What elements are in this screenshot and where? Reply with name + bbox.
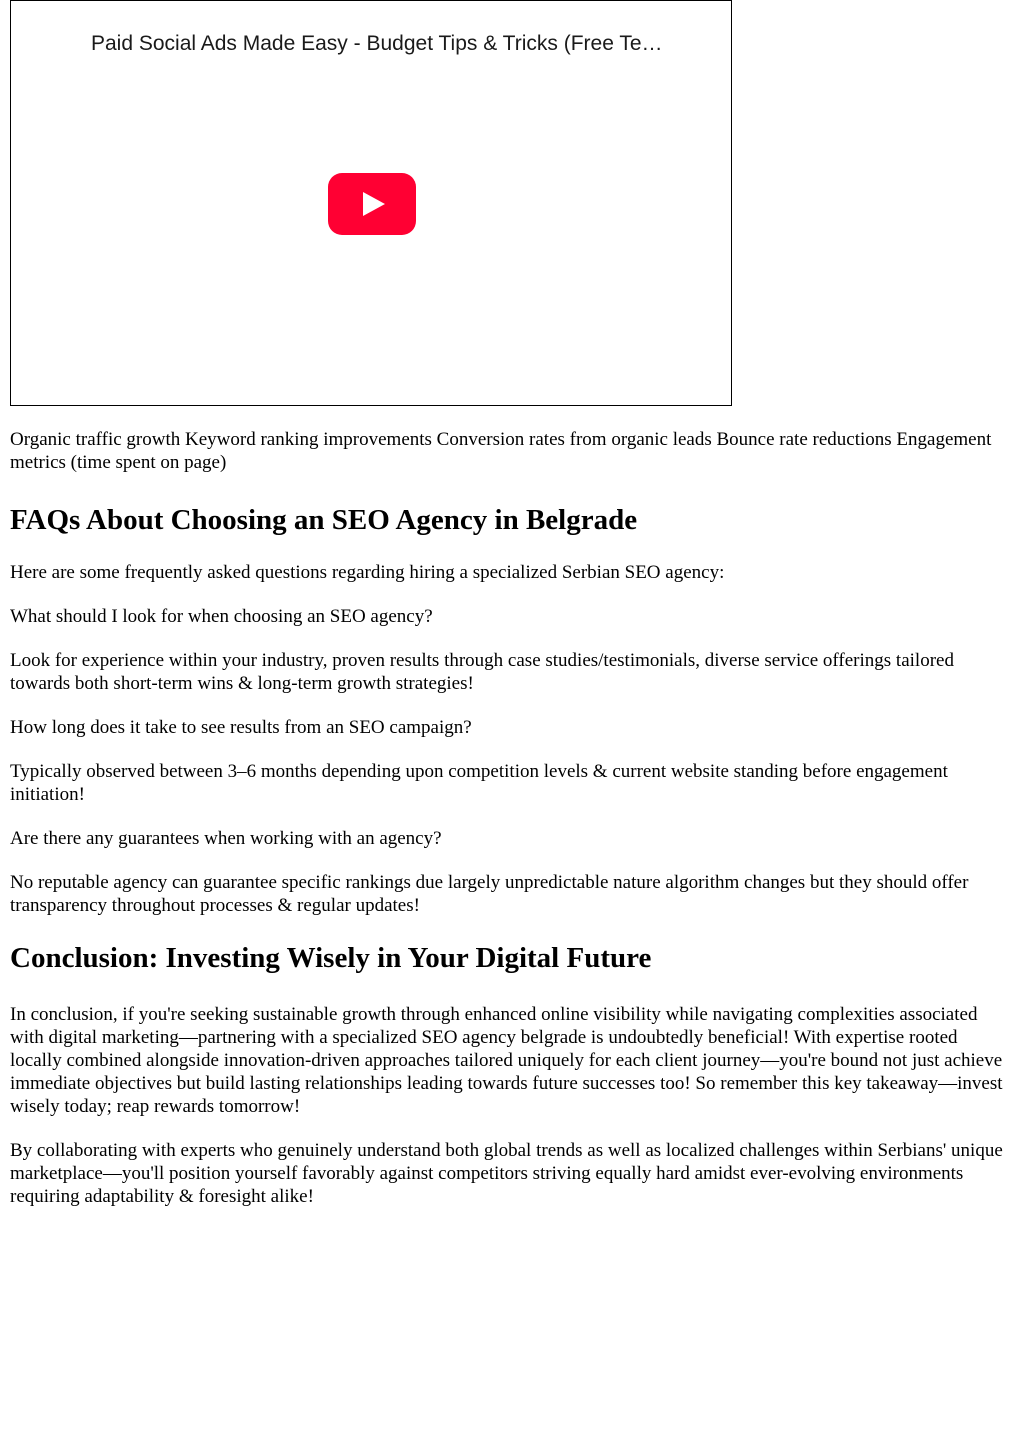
- conclusion-paragraph: By collaborating with experts who genuinely understand both global trends as well as localized challenges within Serbians' unique marketplace—you'll position yourself favorably against competitors striving equally hard amidst ever-evolving environments requiring adaptability & foresight alike!: [10, 1140, 1003, 1207]
- faq-answer: No reputable agency can guarantee specific rankings due largely unpredictable nature algorithm changes but they should offer transparency throughout processes & regular updates!: [10, 872, 969, 916]
- youtube-video-embed[interactable]: [10, 0, 732, 406]
- faq-heading: FAQs About Choosing an SEO Agency in Belgrade: [10, 504, 638, 536]
- faq-question: Are there any guarantees when working with an agency?: [10, 828, 442, 849]
- faq-question: How long does it take to see results from an SEO campaign?: [10, 717, 472, 738]
- metrics-list-text: Organic traffic growth Keyword ranking improvements Conversion rates from organic leads Bounce rate reductions Engagement metrics (time spent on page): [10, 429, 992, 473]
- conclusion-paragraph: In conclusion, if you're seeking sustainable growth through enhanced online visibility while navigating complexities associated with digital marketing—partnering with a specialized SEO agency belgrade is undoubtedly beneficial! With expertise rooted locally combined alongside innovation-driven approaches tailored uniquely for each client journey—you're bound not just achieve immediate objectives but build lasting relationships leading towards future successes too! So remember this key takeaway—invest wisely today; reap rewards tomorrow!: [10, 1004, 1003, 1117]
- faq-question: What should I look for when choosing an SEO agency?: [10, 606, 433, 627]
- faq-intro: Here are some frequently asked questions regarding hiring a specialized Serbian SEO agency:: [10, 562, 725, 583]
- faq-answer: Typically observed between 3–6 months depending upon competition levels & current website standing before engagement initiation!: [10, 761, 948, 805]
- youtube-play-icon[interactable]: [328, 173, 416, 235]
- video-title[interactable]: Paid Social Ads Made Easy - Budget Tips & Tricks (Free Te…: [91, 32, 663, 55]
- faq-answer: Look for experience within your industry, proven results through case studies/testimonials, diverse service offerings tailored towards both short-term wins & long-term growth strategies!: [10, 650, 954, 694]
- article-content: [10, 0, 1010, 1208]
- conclusion-heading: Conclusion: Investing Wisely in Your Digital Future: [10, 942, 652, 974]
